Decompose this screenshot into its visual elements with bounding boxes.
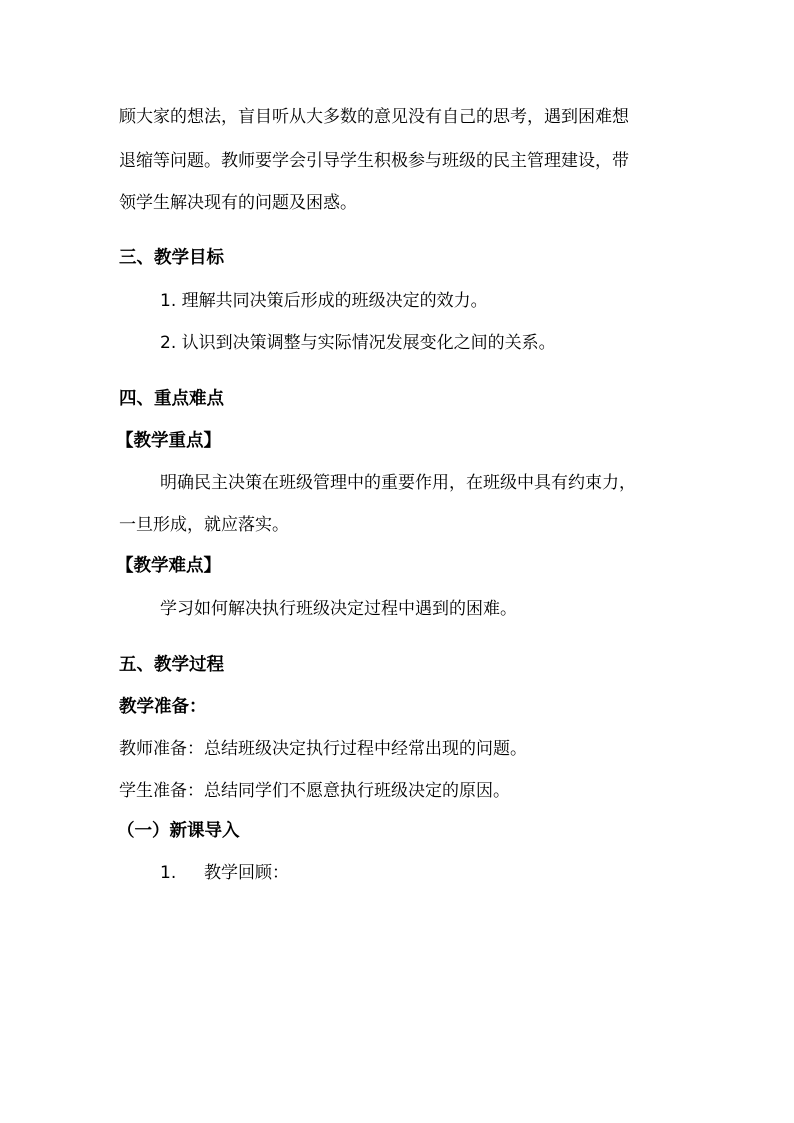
subsection-heading: （一）新课导入 (117, 821, 240, 841)
section-4-heading: 四、重点难点 (119, 389, 224, 409)
intro-line-1: 顾大家的想法，盲目听从大多数的意见没有自己的思考，遇到困难想 (119, 107, 629, 127)
difficult-point-label: 【教学难点】 (116, 556, 221, 576)
key-point-line-2: 一旦形成，就应落实。 (119, 515, 289, 535)
key-point-label: 【教学重点】 (116, 431, 221, 451)
list-item-number: 1. (160, 863, 177, 883)
list-item-text: 教学回顾： (204, 863, 289, 883)
objective-item-1: 1. 理解共同决策后形成的班级决定的效力。 (160, 291, 488, 311)
objective-item-2: 2. 认识到决策调整与实际情况发展变化之间的关系。 (160, 333, 556, 353)
section-3-heading: 三、教学目标 (119, 248, 224, 268)
intro-line-3: 领学生解决现有的问题及困惑。 (119, 193, 357, 213)
student-preparation: 学生准备：总结同学们不愿意执行班级决定的原因。 (119, 781, 510, 801)
intro-line-2: 退缩等问题。教师要学会引导学生积极参与班级的民主管理建设，带 (119, 151, 629, 171)
teacher-preparation: 教师准备：总结班级决定执行过程中经常出现的问题。 (119, 739, 527, 759)
key-point-line-1: 明确民主决策在班级管理中的重要作用，在班级中具有约束力， (160, 473, 636, 493)
difficult-point-text: 学习如何解决执行班级决定过程中遇到的困难。 (160, 599, 517, 619)
section-5-heading: 五、教学过程 (119, 655, 224, 675)
preparation-label: 教学准备： (119, 697, 207, 717)
